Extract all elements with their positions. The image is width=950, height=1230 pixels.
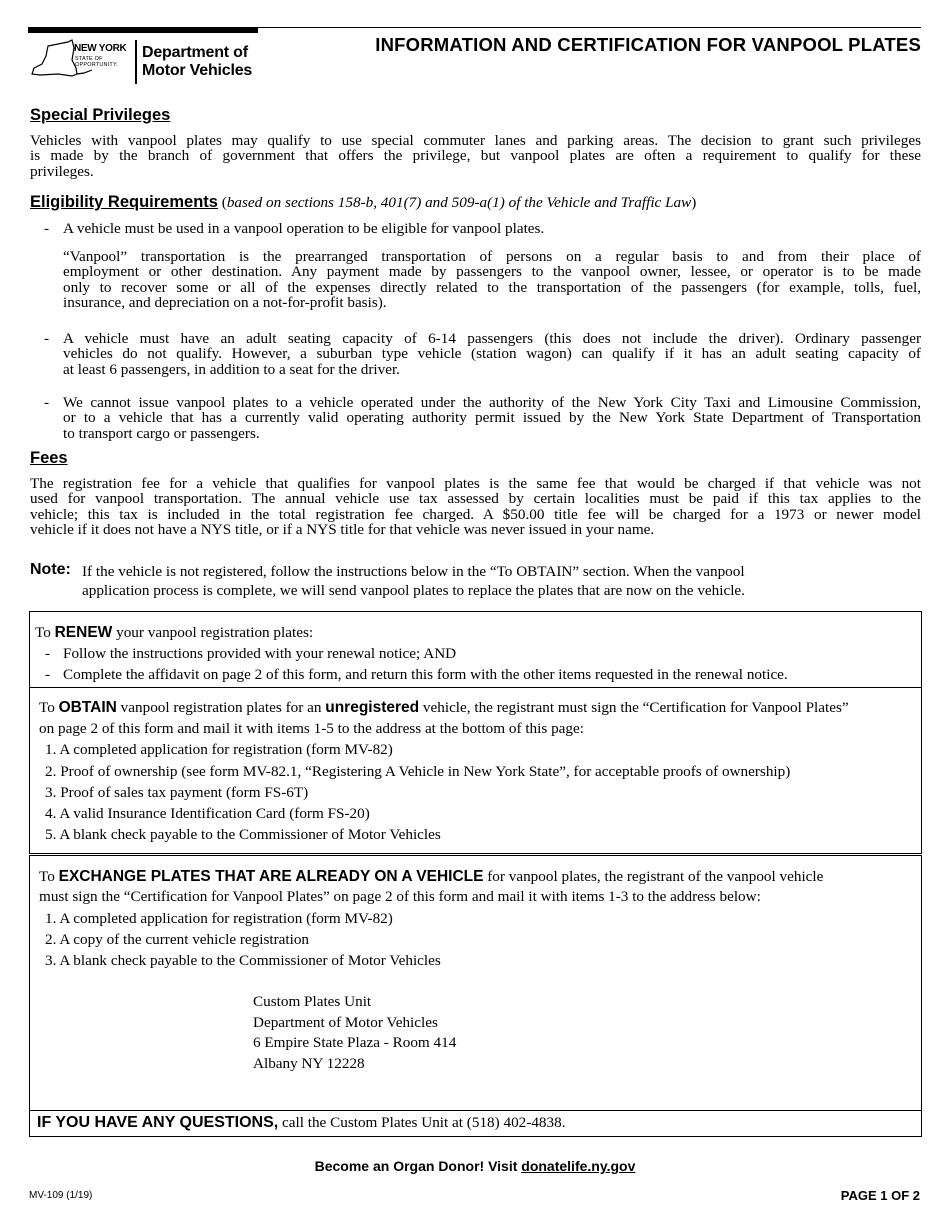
- exchange-item-3: 3. A blank check payable to the Commissioner of Motor Vehicles: [45, 952, 441, 969]
- exchange-intro: To EXCHANGE PLATES THAT ARE ALREADY ON A VEHICLE for vanpool plates, the registrant of the vanpool vehicle: [39, 868, 824, 885]
- renew-dash-1: -: [45, 645, 51, 662]
- renew-section: [29, 611, 922, 688]
- fees-heading: Fees: [30, 449, 68, 467]
- header-bar: [28, 27, 258, 33]
- logo-agency-name: Department of Motor Vehicles: [142, 44, 253, 79]
- obtain-item-5: 5. A blank check payable to the Commissioner of Motor Vehicles: [45, 826, 441, 843]
- obtain-intro-line-2: on page 2 of this form and mail it with items 1-5 to the address at the bottom of this page:: [39, 720, 584, 737]
- renew-item-2: Complete the affidavit on page 2 of this form, and return this form with the other items requested in the renewal notice.: [63, 666, 788, 683]
- logo-state-tagline: STATE OF OPPORTUNITY.: [75, 56, 118, 68]
- eligibility-law-reference: based on sections 158-b, 401(7) and 509-a(1) of the Vehicle and Traffic Law: [226, 194, 692, 211]
- unregistered-keyword: unregistered: [325, 699, 420, 716]
- form-title: INFORMATION AND CERTIFICATION FOR VANPOOL PLATES: [375, 34, 921, 55]
- eligibility-item-3: We cannot issue vanpool plates to a vehicle operated under the authority of the New York City Taxi and Limousine Commission, or to a vehicle that has a currently valid operating authority permit issued by the New York State Department of Transportation to transport cargo or passengers.: [63, 394, 921, 442]
- renew-item-1: Follow the instructions provided with your renewal notice; AND: [63, 645, 457, 662]
- address-city: Albany NY 12228: [253, 1054, 365, 1072]
- eligibility-dash-1: -: [44, 220, 50, 237]
- eligibility-heading-line: Eligibility Requirements (based on sections 158-b, 401(7) and 509-a(1) of the Vehicle and Traffic Law): [30, 193, 697, 211]
- note-text: If the vehicle is not registered, follow the instructions below in the “To OBTAIN” section. When the vanpool application process is complete, we will send vanpool plates to replace the plates that are now on the vehicle.: [82, 563, 745, 599]
- form-code: MV-109 (1/19): [29, 1190, 93, 1201]
- exchange-item-2: 2. A copy of the current vehicle registration: [45, 931, 310, 948]
- exchange-keyword: EXCHANGE PLATES THAT ARE ALREADY ON A VEHICLE: [58, 868, 484, 885]
- questions-text: IF YOU HAVE ANY QUESTIONS, call the Custom Plates Unit at (518) 402-4838.: [37, 1114, 566, 1131]
- mailing-address: [253, 992, 456, 1074]
- eligibility-dash-2: -: [44, 330, 50, 347]
- renew-intro: To RENEW your vanpool registration plates:: [35, 624, 314, 641]
- special-privileges-text: Vehicles with vanpool plates may qualify to use special commuter lanes and parking areas. The decision to grant such privileges is made by the branch of government that offers the privilege, but vanpool plates are often a requirement to qualify for these privileges.: [30, 132, 921, 180]
- vanpool-definition: “Vanpool” transportation is the prearranged transportation of persons on a regular basis to and from their place of employment or other destination. Any payment made by passengers to the vanpool owner, lessee, or operator is to be made only to recover some or all of the expenses directly related to the transportation of the passengers (for example, tolls, fuel, insurance, and depreciation on a not-for-profit basis).: [63, 248, 921, 311]
- obtain-item-2: 2. Proof of ownership (see form MV-82.1, “Registering A Vehicle in New York State”, for acceptable proofs of ownership): [45, 763, 791, 780]
- dmv-logo: [28, 38, 260, 88]
- obtain-section: [29, 687, 922, 854]
- address-unit: Custom Plates Unit: [253, 993, 372, 1010]
- logo-divider: [135, 40, 137, 84]
- eligibility-item-1: A vehicle must be used in a vanpool operation to be eligible for vanpool plates.: [63, 220, 545, 237]
- organ-donor-message: Become an Organ Donor! Visit donatelife.ny.gov: [314, 1158, 636, 1174]
- questions-keyword: IF YOU HAVE ANY QUESTIONS,: [37, 1114, 279, 1131]
- exchange-section: [29, 855, 922, 1111]
- eligibility-dash-3: -: [44, 394, 50, 411]
- renew-keyword: RENEW: [54, 624, 113, 641]
- donatelife-link[interactable]: donatelife.ny.gov: [521, 1158, 636, 1174]
- page-number: PAGE 1 OF 2: [840, 1188, 920, 1203]
- obtain-keyword: OBTAIN: [58, 699, 117, 716]
- exchange-item-1: 1. A completed application for registration (form MV-82): [45, 910, 393, 927]
- obtain-intro: To OBTAIN vanpool registration plates for an unregistered vehicle, the registrant must sign the “Certification for Vanpool Plates”: [39, 699, 849, 716]
- obtain-item-3: 3. Proof of sales tax payment (form FS-6T): [45, 784, 309, 801]
- special-privileges-heading: Special Privileges: [30, 106, 171, 124]
- renew-dash-2: -: [45, 666, 51, 683]
- questions-section: [29, 1110, 922, 1137]
- note-label: Note:: [30, 561, 71, 578]
- address-department: Department of Motor Vehicles: [253, 1013, 438, 1031]
- address-street: 6 Empire State Plaza - Room 414: [253, 1034, 457, 1052]
- eligibility-item-2: A vehicle must have an adult seating capacity of 6-14 passengers (this does not include the driver). Ordinary passenger vehicles do not qualify. However, a suburban type vehicle (station wagon) can qualify if it has an adult seating capacity of at least 6 passengers, in addition to a seat for the driver.: [63, 330, 921, 378]
- obtain-item-1: 1. A completed application for registration (form MV-82): [45, 741, 393, 758]
- fees-text: The registration fee for a vehicle that qualifies for vanpool plates is the same fee that would be charged if that vehicle was not used for vanpool transportation. The annual vehicle use tax assessed by certain localities must be paid if this tax applies to the vehicle; this tax is included in the total registration fee charged. A $50.00 title fee will be charged for a 1973 or newer model vehicle if it does not have a NYS title, or if a NYS title for that vehicle was never issued in your name.: [30, 475, 921, 538]
- obtain-item-4: 4. A valid Insurance Identification Card (form FS-20): [45, 805, 370, 822]
- eligibility-heading: Eligibility Requirements: [30, 193, 218, 211]
- logo-state-name: NEW YORK: [74, 43, 127, 54]
- exchange-intro-line-2: must sign the “Certification for Vanpool Plates” on page 2 of this form and mail it with items 1-3 to the address below:: [39, 888, 761, 905]
